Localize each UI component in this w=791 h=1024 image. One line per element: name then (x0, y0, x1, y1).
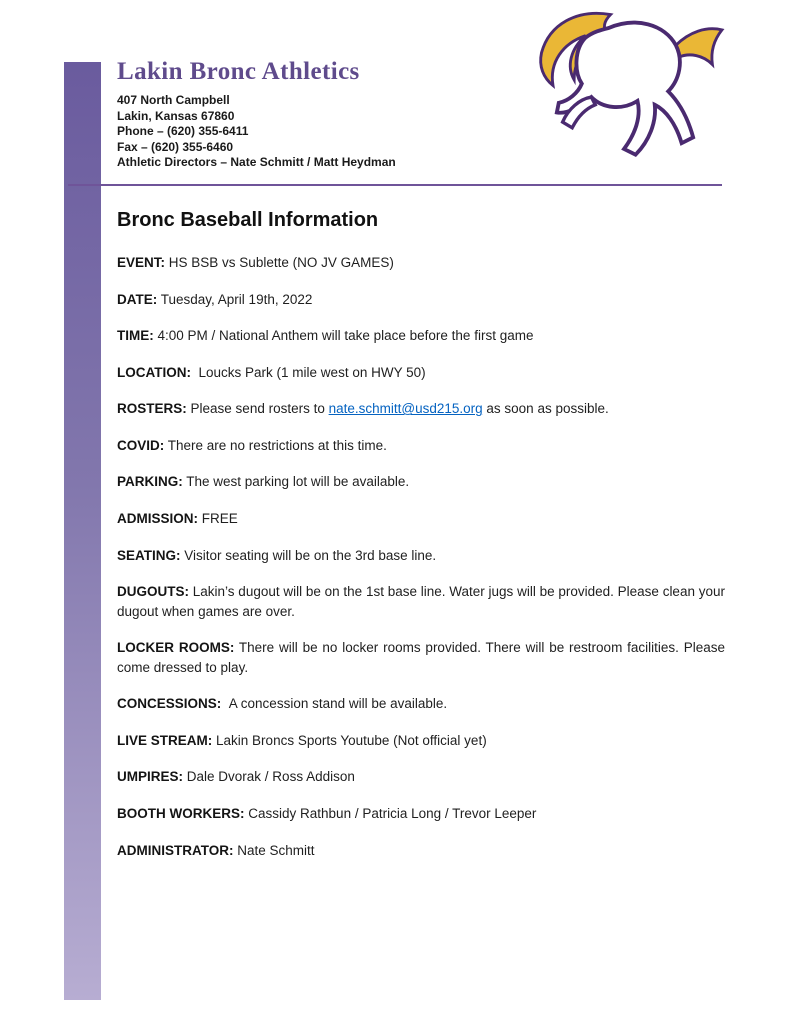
bucking-bronco-logo (521, 3, 729, 171)
info-label: COVID: (117, 437, 165, 453)
address-line-city: Lakin, Kansas 67860 (117, 108, 235, 123)
horse-tail (676, 29, 722, 65)
info-label: DATE: (117, 291, 158, 307)
info-line-seating (117, 546, 725, 566)
info-line-location (117, 363, 725, 383)
info-label: DUGOUTS: (117, 584, 189, 600)
info-text: as soon as possible. (482, 401, 609, 417)
info-line-umpires (117, 767, 725, 787)
info-text: Dale Dvorak / Ross Addison (186, 769, 355, 785)
info-label: LIVE STREAM: (117, 732, 213, 748)
address-line-phone: Phone – (620) 355-6411 (117, 124, 249, 139)
info-text: Nate Schmitt (237, 842, 315, 858)
address-line-directors: Athletic Directors – Nate Schmitt / Matt Heydman (117, 155, 396, 170)
info-label: CONCESSIONS: (117, 696, 222, 712)
info-line-dugouts (117, 582, 725, 621)
info-text: Loucks Park (1 mile west on HWY 50) (194, 364, 426, 380)
info-line-administrator (117, 841, 725, 861)
info-label: ADMINISTRATOR: (117, 842, 234, 858)
info-line-admission (117, 509, 725, 529)
info-label: ROSTERS: (117, 401, 187, 417)
info-label: SEATING: (117, 547, 181, 563)
info-text: Tuesday, April 19th, 2022 (160, 291, 313, 307)
info-text: A concession stand will be available. (225, 696, 448, 712)
info-label: BOOTH WORKERS: (117, 806, 245, 821)
info-text: There will be no locker rooms provided. There will be restroom facilities. Please come dressed to play. (117, 640, 726, 675)
info-label: PARKING: (117, 474, 183, 490)
header-divider (68, 184, 722, 186)
address-line-street: 407 North Campbell (117, 93, 230, 107)
info-line-rosters (117, 399, 725, 419)
info-label: UMPIRES: (117, 769, 184, 785)
info-line-booth-workers (117, 804, 725, 824)
info-text: Lakin Broncs Sports Youtube (Not official yet) (216, 732, 487, 748)
info-label: EVENT: (117, 255, 166, 270)
decorative-side-bar (64, 62, 101, 1000)
info-text: FREE (201, 510, 238, 526)
info-text: The west parking lot will be available. (186, 474, 410, 490)
info-line-live-stream (117, 731, 725, 751)
info-line-date (117, 290, 725, 310)
info-label: ADMISSION: (117, 510, 198, 526)
info-label: TIME: (117, 328, 154, 344)
info-text: There are no restrictions at this time. (167, 437, 387, 453)
info-text: Visitor seating will be on the 3rd base line. (184, 547, 437, 563)
email-link[interactable]: nate.schmitt@usd215.org (328, 401, 483, 417)
info-line-covid (117, 436, 725, 456)
document-title: Bronc Baseball Information (117, 209, 379, 231)
info-line-event (117, 253, 725, 273)
info-line-parking (117, 472, 725, 492)
info-text: Lakin’s dugout will be on the 1st base line. Water jugs will be provided. Please clean your dugout when games are over. (117, 584, 725, 619)
document-body (117, 207, 725, 877)
info-line-time (117, 326, 725, 346)
address-line-fax: Fax – (620) 355-6460 (117, 139, 234, 154)
info-label: LOCKER ROOMS: (117, 640, 235, 656)
info-text: Please send rosters to (190, 401, 329, 417)
info-line-concessions (117, 694, 725, 714)
bronco-horse-icon (521, 3, 729, 171)
info-text: Cassidy Rathbun / Patricia Long / Trevor Leeper (248, 806, 537, 821)
info-label: LOCATION: (117, 364, 191, 380)
org-name: Lakin Bronc Athletics (117, 58, 360, 85)
info-text: HS BSB vs Sublette (NO JV GAMES) (168, 255, 394, 270)
letterhead (117, 58, 537, 171)
info-line-locker-rooms (117, 638, 725, 677)
info-text: 4:00 PM / National Anthem will take place before the first game (157, 328, 534, 344)
